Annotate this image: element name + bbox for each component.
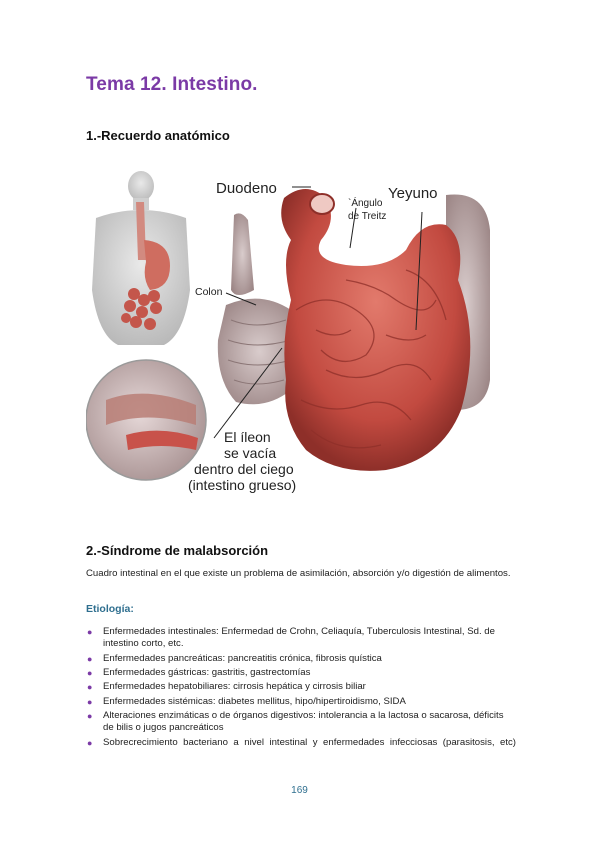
label-ileon-2: se vacía xyxy=(224,445,277,461)
ileocecal-inset xyxy=(86,360,206,480)
label-ileon-1: El íleon xyxy=(224,429,271,445)
bullet-icon: ● xyxy=(87,653,93,664)
page-title: Tema 12. Intestino. xyxy=(86,74,258,95)
list-item: ● Alteraciones enzimáticas o de órganos digestivos: intolerancia a la lactosa o sacarosa, déficits de bilis o jugos pancreáticos xyxy=(87,710,504,734)
bullet-icon: ● xyxy=(87,627,93,637)
small-intestine-illustration xyxy=(281,189,470,471)
list-item: ● Enfermedades sistémicas: diabetes mellitus, hipo/hipertiroidismo, SIDA xyxy=(87,695,406,707)
label-angulo: `Ángulo xyxy=(348,198,383,209)
torso-silhouette xyxy=(92,171,190,345)
label-yeyuno: Yeyuno xyxy=(388,185,438,202)
section-heading-anatomy: 1.-Recuerdo anatómico xyxy=(86,128,230,143)
list-item: ● Enfermedades gástricas: gastritis, gastrectomías xyxy=(87,666,311,678)
etiologia-heading: Etiología: xyxy=(86,603,134,615)
label-colon: Colon xyxy=(195,286,223,298)
etiologia-list xyxy=(86,626,516,751)
page-number: 169 xyxy=(291,785,308,796)
bullet-icon: ● xyxy=(87,737,93,748)
list-item: ● Enfermedades hepatobiliares: cirrosis hepática y cirrosis biliar xyxy=(87,681,366,693)
section-heading-malabsorption: 2.-Síndrome de malabsorción xyxy=(86,543,269,558)
label-ileon-3: dentro del ciego xyxy=(194,461,294,477)
list-item: ● Enfermedades intestinales: Enfermedad de Crohn, Celiaquía, Tuberculosis Intestinal, Sd. de intestino corto, etc. xyxy=(87,626,495,650)
intestine-anatomy-figure xyxy=(86,170,498,495)
bullet-icon: ● xyxy=(87,711,93,722)
list-item: ● Sobrecrecimiento bacteriano a nivel intestinal y enfermedades infecciosas (parasitosis, etc) xyxy=(87,736,516,748)
label-treitz: de Treitz xyxy=(348,211,387,222)
label-ileon-4: (intestino grueso) xyxy=(188,477,297,493)
malabsorption-definition: Cuadro intestinal en el que existe un problema de asimilación, absorción y/o digestión de alimentos. xyxy=(86,568,511,579)
bullet-icon: ● xyxy=(87,682,93,693)
list-item: ● Enfermedades pancreáticas: pancreatitis crónica, fibrosis quística xyxy=(87,652,382,664)
label-duodeno: Duodeno xyxy=(216,180,277,197)
bullet-icon: ● xyxy=(87,696,93,707)
bullet-icon: ● xyxy=(87,667,93,678)
